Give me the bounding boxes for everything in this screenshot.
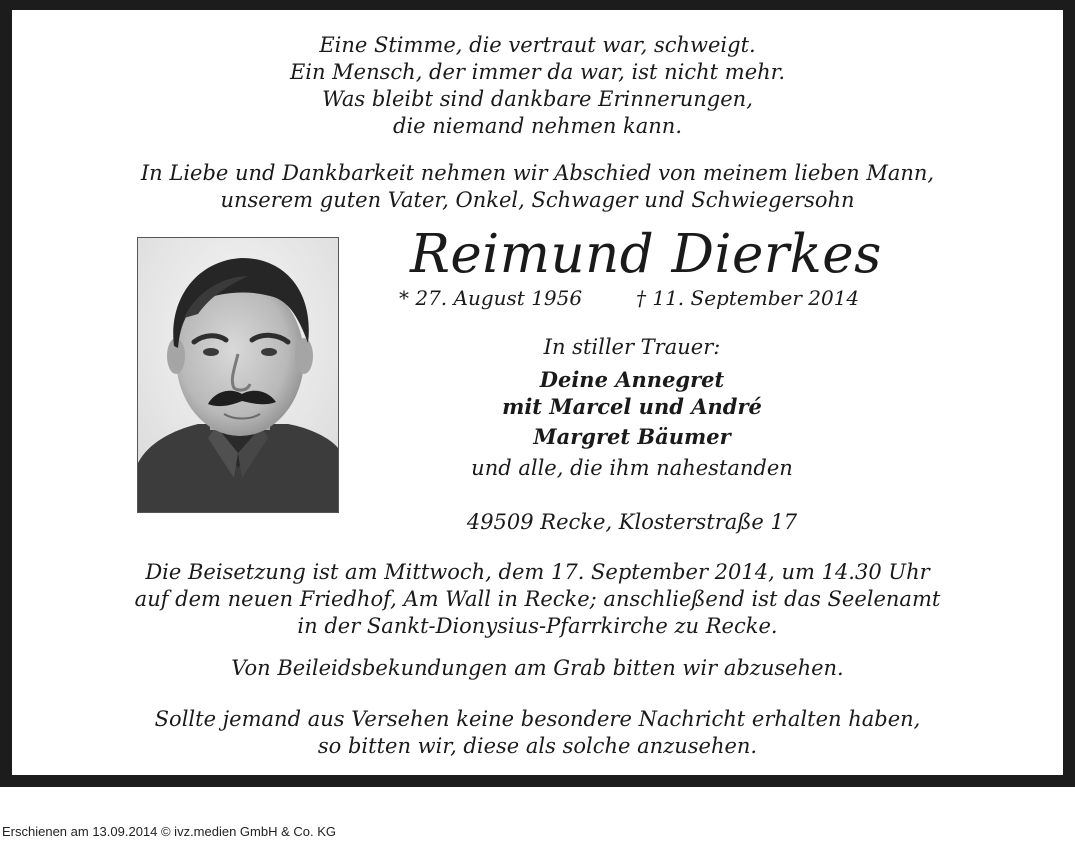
funeral-line-3: in der Sankt-Dionysius-Pfarrkirche zu Recke. xyxy=(297,614,778,638)
condolence-note: Von Beileidsbekundungen am Grab bitten wir abzusehen. xyxy=(231,656,844,680)
intro-line-1: In Liebe und Dankbarkeit nehmen wir Abschied von meinem lieben Mann, xyxy=(140,161,935,185)
poem-line-1: Eine Stimme, die vertraut war, schweigt. xyxy=(319,33,756,57)
funeral-line-1: Die Beisetzung ist am Mittwoch, dem 17. September 2014, um 14.30 Uhr xyxy=(145,560,930,584)
birth-date: * 27. August 1956 xyxy=(399,286,583,310)
mourner-name-2: mit Marcel und André xyxy=(502,394,762,419)
mourners-heading: In stiller Trauer: xyxy=(543,335,721,359)
poem-line-2: Ein Mensch, der immer da war, ist nicht mehr. xyxy=(289,60,786,84)
portrait-photo xyxy=(137,237,339,513)
mourners-address: 49509 Recke, Klosterstraße 17 xyxy=(466,510,798,534)
funeral-line-2: auf dem neuen Friedhof, Am Wall in Recke; anschließend ist das Seelenamt xyxy=(134,587,941,611)
mourner-name-3: Margret Bäumer xyxy=(533,424,731,449)
death-date: † 11. September 2014 xyxy=(636,286,860,310)
mourner-name-1: Deine Annegret xyxy=(539,367,725,392)
publication-footer: Erschienen am 13.09.2014 © ivz.medien GmbH & Co. KG xyxy=(2,824,337,839)
deceased-name: Reimund Dierkes xyxy=(410,224,882,285)
intro-line-2: unserem guten Vater, Onkel, Schwager und Schwiegersohn xyxy=(220,188,855,212)
poem-line-4: die niemand nehmen kann. xyxy=(393,114,682,138)
mourners-others: und alle, die ihm nahestanden xyxy=(471,456,793,480)
closing-line-1: Sollte jemand aus Versehen keine besondere Nachricht erhalten haben, xyxy=(154,707,921,731)
poem-line-3: Was bleibt sind dankbare Erinnerungen, xyxy=(322,87,753,111)
closing-line-2: so bitten wir, diese als solche anzusehen. xyxy=(317,734,758,758)
